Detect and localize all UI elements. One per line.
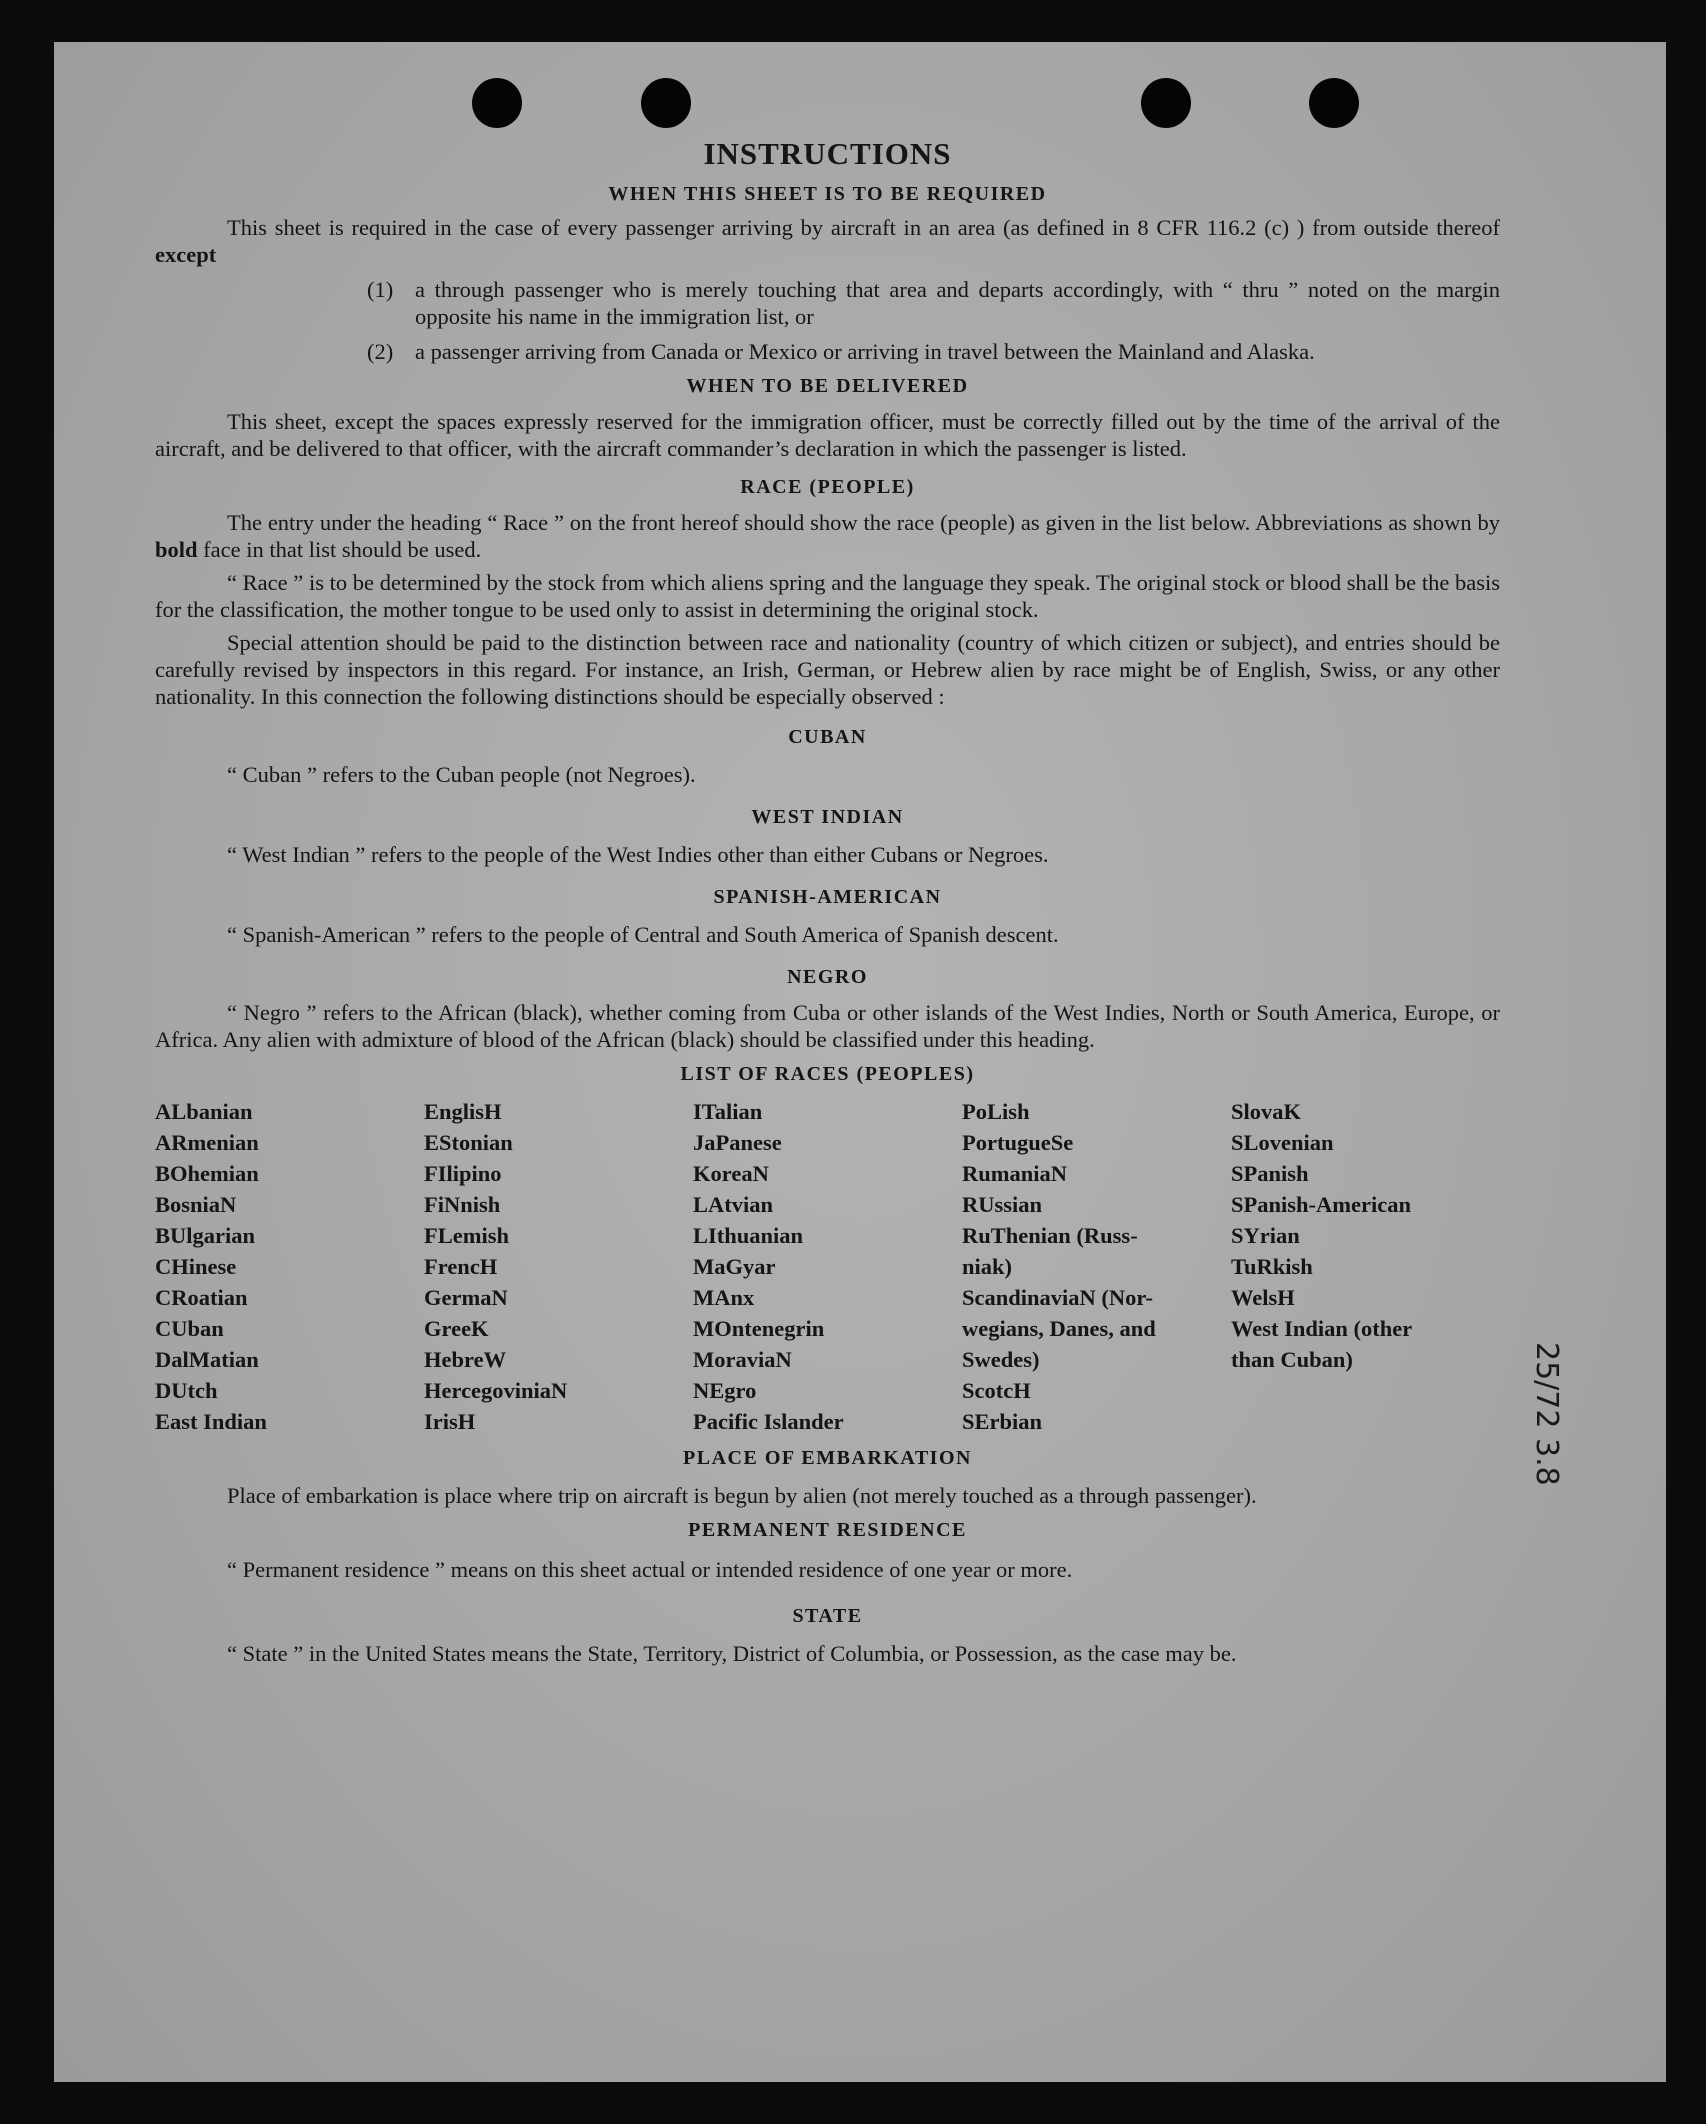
section-heading: WHEN TO BE DELIVERED — [686, 375, 969, 398]
paragraph: “ West Indian ” refers to the people of the West Indies other than either Cubans or Negroes. — [227, 842, 1049, 868]
race-entry: CUban — [155, 1316, 224, 1342]
race-entry: FIlipino — [424, 1161, 502, 1187]
race-entry: BUlgarian — [155, 1223, 256, 1249]
race-entry: FiNnish — [424, 1192, 501, 1218]
section-heading: PLACE OF EMBARKATION — [683, 1447, 972, 1470]
race-entry: RUssian — [962, 1192, 1043, 1218]
race-entry: MoraviaN — [693, 1347, 792, 1373]
list-item: (1) a through passenger who is merely touching that area and departs accordingly, with “ thru ” noted on the margin opposite his name in the immigration list, or — [367, 277, 1500, 330]
race-entry: SPanish — [1231, 1161, 1309, 1187]
race-entry: SPanish-American — [1231, 1192, 1411, 1218]
race-entry: SlovaK — [1231, 1099, 1302, 1125]
race-entry: MOntenegrin — [693, 1316, 825, 1342]
races-column — [693, 1096, 962, 1437]
race-entry: DalMatian — [155, 1347, 259, 1373]
page-title: INSTRUCTIONS — [703, 136, 952, 171]
paragraph: “ State ” in the United States means the State, Territory, District of Columbia, or Possession, as the case may be. — [227, 1641, 1237, 1667]
race-entry: RuThenian (Russ-niak) — [962, 1223, 1138, 1280]
race-entry: ScotcH — [962, 1378, 1031, 1404]
race-entry: IrisH — [424, 1409, 476, 1435]
race-entry: East Indian — [155, 1409, 267, 1435]
paragraph: This sheet, except the spaces expressly reserved for the immigration officer, must be correctly filled out by the time of the arrival of the aircraft, and be delivered to that officer, with the aircraft commander’s declaration in which the passenger is listed. — [155, 409, 1500, 462]
race-entry: FLemish — [424, 1223, 510, 1249]
races-column — [424, 1096, 693, 1437]
races-column — [962, 1096, 1231, 1437]
section-heading: WHEN THIS SHEET IS TO BE REQUIRED — [608, 183, 1047, 206]
race-entry: MAnx — [693, 1285, 755, 1311]
race-entry: PoLish — [962, 1099, 1030, 1125]
list-item: (2) a passenger arriving from Canada or Mexico or arriving in travel between the Mainland and Alaska. — [367, 339, 1315, 365]
race-entry: HebreW — [424, 1347, 507, 1373]
race-entry: HercegoviniaN — [424, 1378, 568, 1404]
race-entry: BOhemian — [155, 1161, 259, 1187]
race-entry: DUtch — [155, 1378, 218, 1404]
race-entry: Pacific Islander — [693, 1409, 844, 1435]
race-entry: MaGyar — [693, 1254, 776, 1280]
handwritten-note: 25/72 3.8 — [1529, 1342, 1564, 1486]
race-entry: ALbanian — [155, 1099, 253, 1125]
instructions-content — [155, 137, 1500, 1667]
race-entry: ScandinaviaN (Nor-wegians, Danes, and Swedes) — [962, 1285, 1156, 1373]
race-entry: EStonian — [424, 1130, 513, 1156]
race-entry: EnglisH — [424, 1099, 502, 1125]
race-entry: BosniaN — [155, 1192, 237, 1218]
paragraph: “ Permanent residence ” means on this sheet actual or intended residence of one year or more. — [227, 1557, 1073, 1583]
section-heading: RACE (PEOPLE) — [740, 476, 915, 499]
punch-hole — [641, 78, 691, 128]
punch-hole — [1309, 78, 1359, 128]
race-entry: KoreaN — [693, 1161, 769, 1187]
race-entry: SYrian — [1231, 1223, 1300, 1249]
section-heading: LIST OF RACES (PEOPLES) — [680, 1063, 975, 1086]
paragraph: “ Cuban ” refers to the Cuban people (not Negroes). — [227, 762, 696, 788]
race-entry: CRoatian — [155, 1285, 248, 1311]
race-entry: ITalian — [693, 1099, 763, 1125]
paragraph: Special attention should be paid to the distinction between race and nationality (country of which citizen or subject), and entries should be carefully revised by inspectors in this regard. For instance, an Irish, German, or Hebrew alien by race might be of English, Swiss, or any other nationality. In this connection the following distinctions should be especially observed : — [155, 630, 1500, 710]
section-heading: STATE — [792, 1605, 863, 1628]
paragraph: Place of embarkation is place where trip on aircraft is begun by alien (not merely touched as a through passenger). — [227, 1483, 1257, 1509]
race-entry: LAtvian — [693, 1192, 774, 1218]
race-entry: GermaN — [424, 1285, 508, 1311]
races-list — [155, 1096, 1500, 1437]
section-heading: WEST INDIAN — [751, 806, 904, 829]
race-entry: NEgro — [693, 1378, 757, 1404]
race-entry: TuRkish — [1231, 1254, 1313, 1280]
paragraph: “ Spanish-American ” refers to the people of Central and South America of Spanish descent. — [227, 922, 1059, 948]
race-entry: CHinese — [155, 1254, 237, 1280]
race-entry: ARmenian — [155, 1130, 259, 1156]
race-entry: SLovenian — [1231, 1130, 1334, 1156]
race-entry: FrencH — [424, 1254, 498, 1280]
race-entry: West Indian (other than Cuban) — [1231, 1316, 1412, 1373]
section-heading: NEGRO — [787, 966, 868, 989]
races-column — [1231, 1096, 1500, 1437]
paragraph: “ Negro ” refers to the African (black), whether coming from Cuba or other islands of the West Indies, North or South America, Europe, or Africa. Any alien with admixture of blood of the African (black) should be classified under this heading. — [155, 1000, 1500, 1053]
punch-hole — [472, 78, 522, 128]
section-heading: SPANISH-AMERICAN — [713, 886, 942, 909]
race-entry: SErbian — [962, 1409, 1043, 1435]
section-heading: PERMANENT RESIDENCE — [688, 1519, 967, 1542]
race-entry: GreeK — [424, 1316, 489, 1342]
race-entry: RumaniaN — [962, 1161, 1068, 1187]
races-column — [155, 1096, 424, 1437]
paragraph: This sheet is required in the case of every passenger arriving by aircraft in an area (as defined in 8 CFR 116.2 (c) ) from outside thereof except — [155, 215, 1500, 268]
race-entry: JaPanese — [693, 1130, 782, 1156]
race-entry: PortugueSe — [962, 1130, 1074, 1156]
race-entry: LIthuanian — [693, 1223, 804, 1249]
section-heading: CUBAN — [788, 726, 867, 749]
race-entry: WelsH — [1231, 1285, 1295, 1311]
paragraph: “ Race ” is to be determined by the stock from which aliens spring and the language they speak. The original stock or blood shall be the basis for the classification, the mother tongue to be used only to assist in determining the original stock. — [155, 570, 1500, 623]
paragraph: The entry under the heading “ Race ” on the front hereof should show the race (people) as given in the list below. Abbreviations as shown by bold face in that list should be used. — [155, 510, 1500, 563]
punch-hole — [1141, 78, 1191, 128]
